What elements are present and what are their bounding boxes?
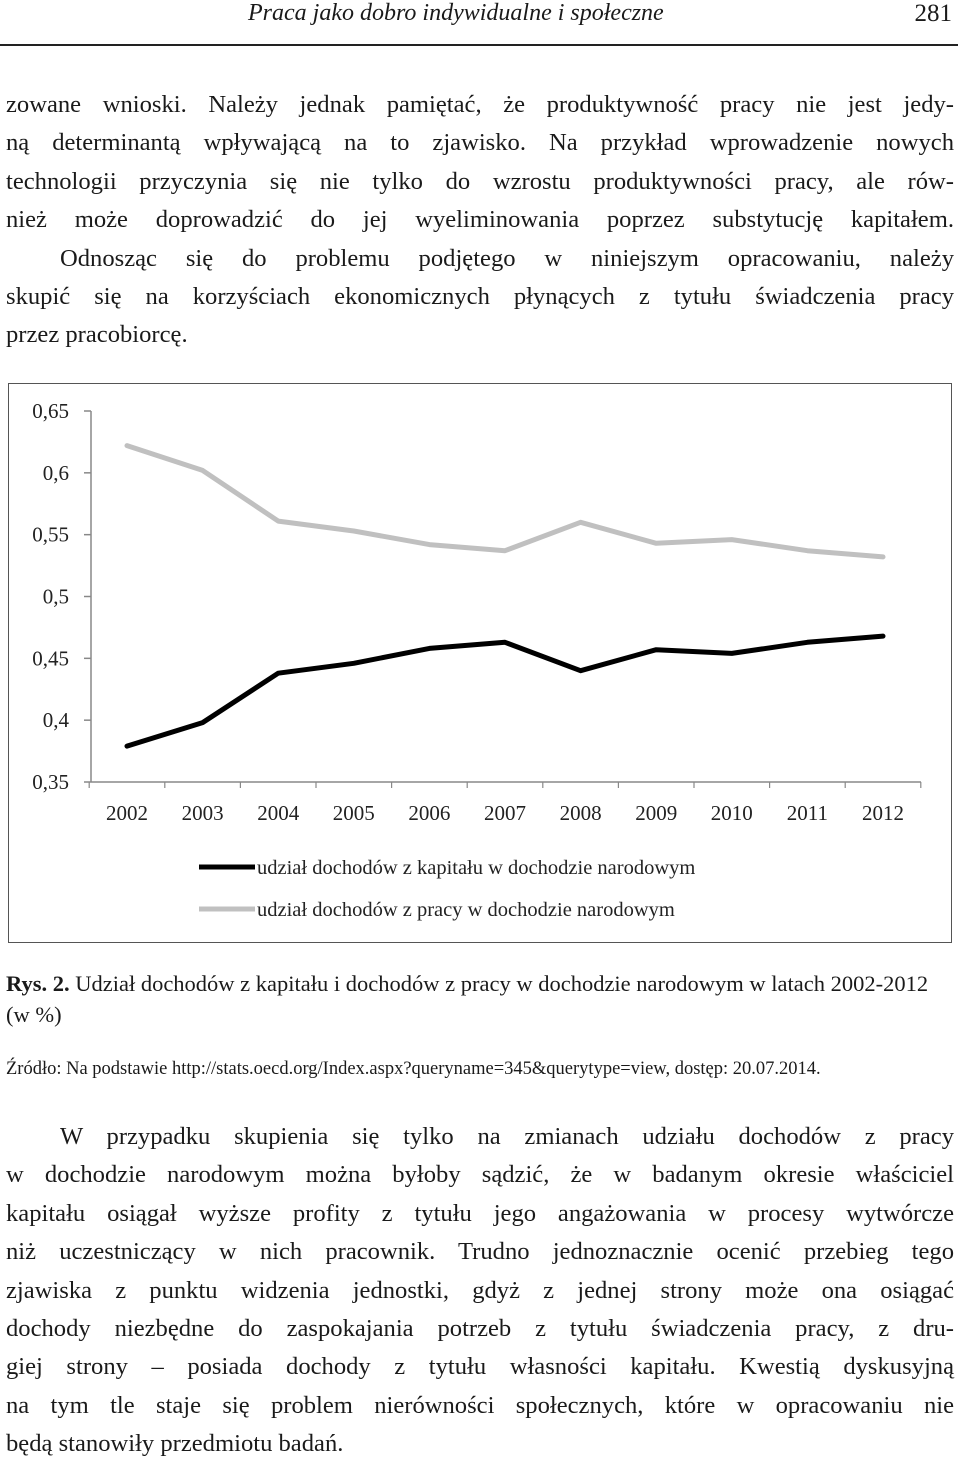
caption-text: Udział dochodów z kapitału i dochodów z pracy w dochodzie narodowym w latach 2002-2012 (w %) [6,971,928,1027]
line-chart [9,384,953,944]
text-line: technologii przyczynia się nie tylko do wzrostu produktywności pracy, ale rów- [6,163,954,201]
x-tick-label: 2009 [635,801,677,825]
x-tick-label: 2002 [106,801,148,825]
text-line: zowane wnioski. Należy jednak pamiętać, że produktywność pracy nie jest jedy- [6,86,954,124]
y-tick-label: 0,6 [43,461,69,485]
page-number: 281 [915,0,953,28]
text-line: ną determinantą wpływającą na to zjawisko. Na przykład wprowadzenie nowych [6,124,954,162]
series-line-labour-share [127,446,883,557]
text-line: w dochodzie narodowym można byłoby sądzić, że w badanym okresie właściciel [6,1156,954,1194]
figure-caption [6,968,956,1030]
legend-label: udział dochodów z pracy w dochodzie narodowym [257,899,675,921]
running-header [0,0,958,46]
paragraph-intro [6,86,954,355]
x-tick-label: 2010 [711,801,753,825]
text-line: skupić się na korzyściach ekonomicznych płynących z tytułu świadczenia pracy [6,278,954,316]
x-tick-label: 2004 [257,801,300,825]
x-tick-label: 2011 [787,801,828,825]
text-line: przez pracobiorcę. [6,316,954,354]
y-tick-label: 0,45 [32,646,69,670]
y-tick-label: 0,4 [43,708,70,732]
text-line: dochody niezbędne do zaspokajania potrzeb z tytułu świadczenia pracy, z dru- [6,1310,954,1348]
running-title: Praca jako dobro indywidualne i społeczne [248,0,664,27]
y-tick-label: 0,5 [43,585,69,609]
y-tick-label: 0,35 [32,770,69,794]
text-line: będą stanowiły przedmiotu badań. [6,1425,954,1463]
text-line: Odnosząc się do problemu podjętego w niniejszym opracowaniu, należy [6,240,954,278]
text-line: nież może doprowadzić do jej wyeliminowania poprzez substytucję kapitałem. [6,201,954,239]
x-tick-label: 2008 [560,801,602,825]
figure-source: Źródło: Na podstawie http://stats.oecd.org/Index.aspx?queryname=345&querytype=view, dostęp: 20.07.2014. [6,1056,956,1082]
text-line: zjawiska z punktu widzenia jednostki, gdyż z jednej strony może ona osiągać [6,1272,954,1310]
text-line: W przypadku skupienia się tylko na zmianach udziału dochodów z pracy [6,1118,954,1156]
figure-chart-frame [8,383,952,943]
x-tick-label: 2007 [484,801,526,825]
caption-label: Rys. 2. [6,971,70,996]
y-tick-label: 0,65 [32,399,69,423]
series-line-capital-share [127,636,883,746]
x-tick-label: 2003 [182,801,224,825]
text-line: kapitału osiągał wyższe profity z tytułu jego angażowania w procesy wytwórcze [6,1195,954,1233]
text-line: giej strony – posiada dochody z tytułu własności kapitału. Kwestią dyskusyjną [6,1348,954,1386]
x-tick-label: 2012 [862,801,904,825]
x-tick-label: 2005 [333,801,375,825]
paragraph-discussion [6,1118,954,1464]
x-tick-label: 2006 [408,801,450,825]
text-line: na tym tle staje się problem nierówności społecznych, które w opracowaniu nie [6,1387,954,1425]
legend-label: udział dochodów z kapitału w dochodzie narodowym [257,857,695,879]
y-tick-label: 0,55 [32,523,69,547]
text-line: niż uczestniczący w nich pracownik. Trudno jednoznacznie ocenić przebieg tego [6,1233,954,1271]
